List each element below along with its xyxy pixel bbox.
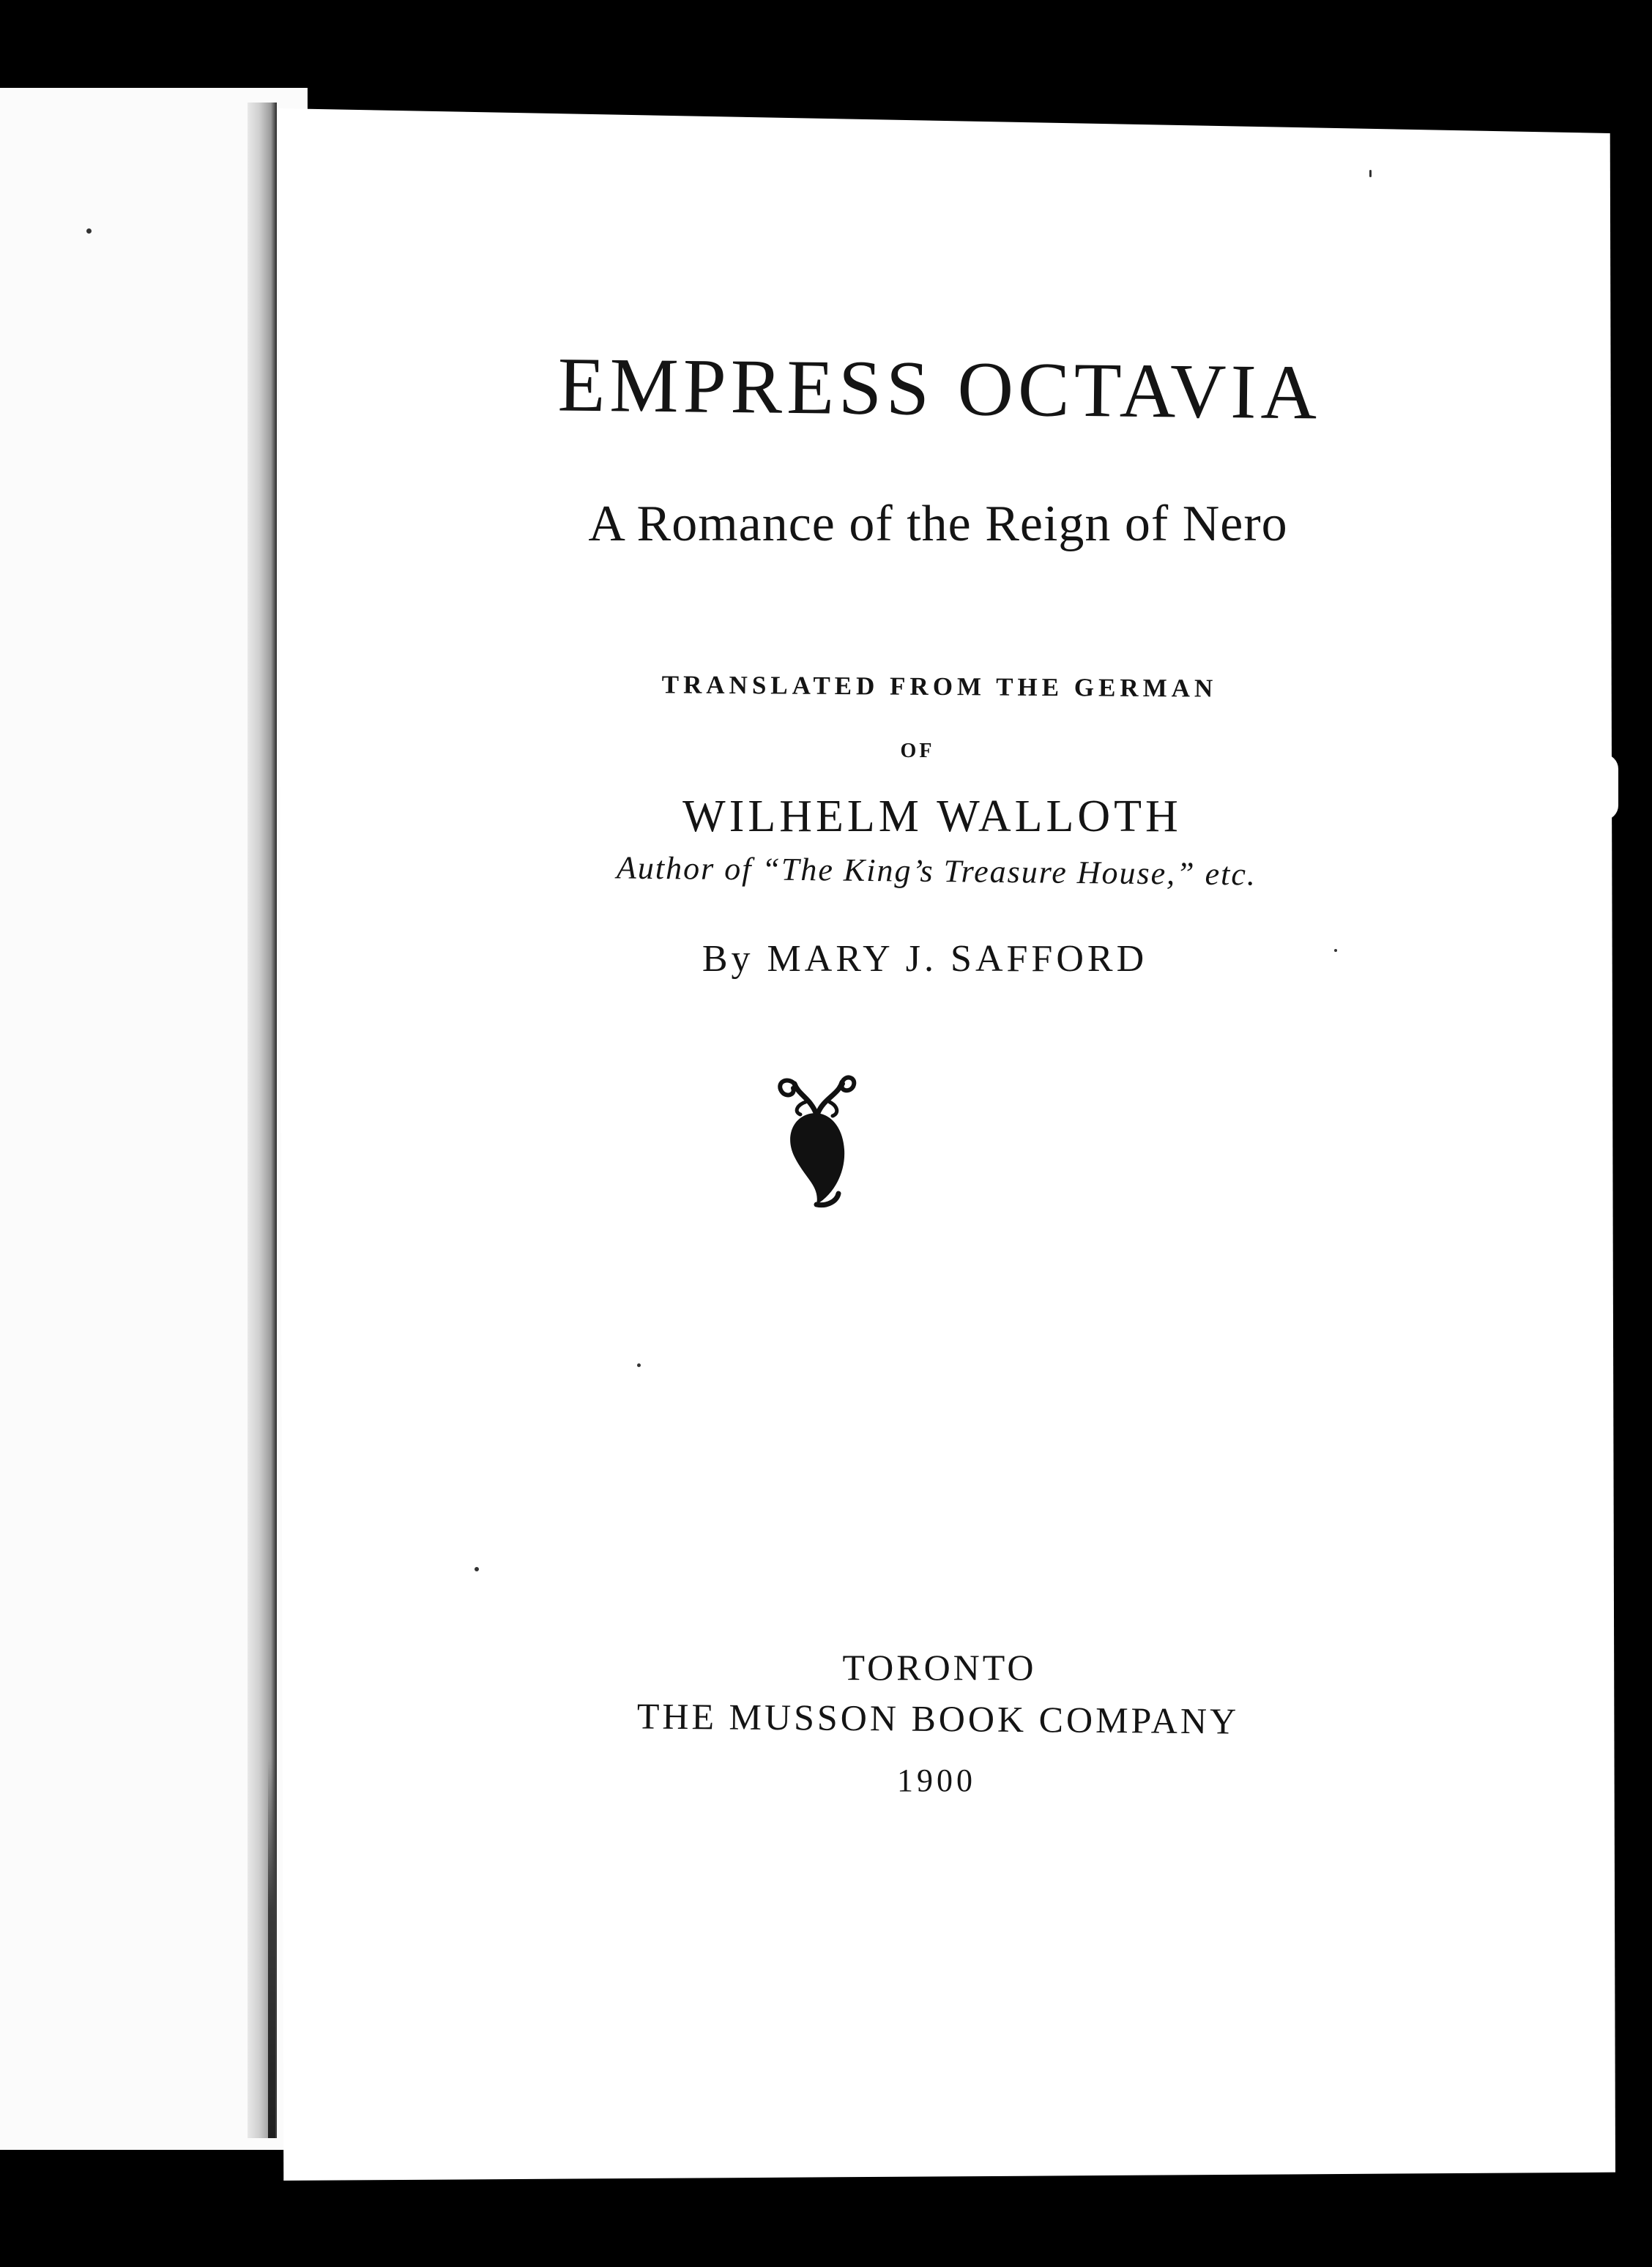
translator-byline: By MARY J. SAFFORD — [702, 938, 1148, 980]
publisher-city: TORONTO — [842, 1647, 1037, 1688]
heart-vine-ornament-icon — [765, 1069, 868, 1208]
dust-speck — [637, 1363, 641, 1367]
author-credits: Author of “The King’s Treasure House,” etc. — [616, 849, 1257, 893]
author-name: WILHELM WALLOTH — [682, 792, 1182, 841]
dust-speck — [86, 228, 92, 234]
publisher-name: THE MUSSON BOOK COMPANY — [636, 1695, 1240, 1742]
book-title: EMPRESS OCTAVIA — [557, 341, 1322, 436]
dust-speck — [475, 1567, 479, 1571]
translation-note: TRANSLATED FROM THE GERMAN — [661, 670, 1218, 703]
dust-speck — [1369, 170, 1372, 177]
book-subtitle: A Romance of the Reign of Nero — [588, 496, 1288, 552]
title-page-content — [278, 108, 1615, 2181]
publication-year: 1900 — [897, 1762, 976, 1798]
of-line: OF — [900, 740, 935, 762]
book-gutter-line — [268, 1757, 275, 2138]
dust-speck — [1334, 949, 1337, 952]
